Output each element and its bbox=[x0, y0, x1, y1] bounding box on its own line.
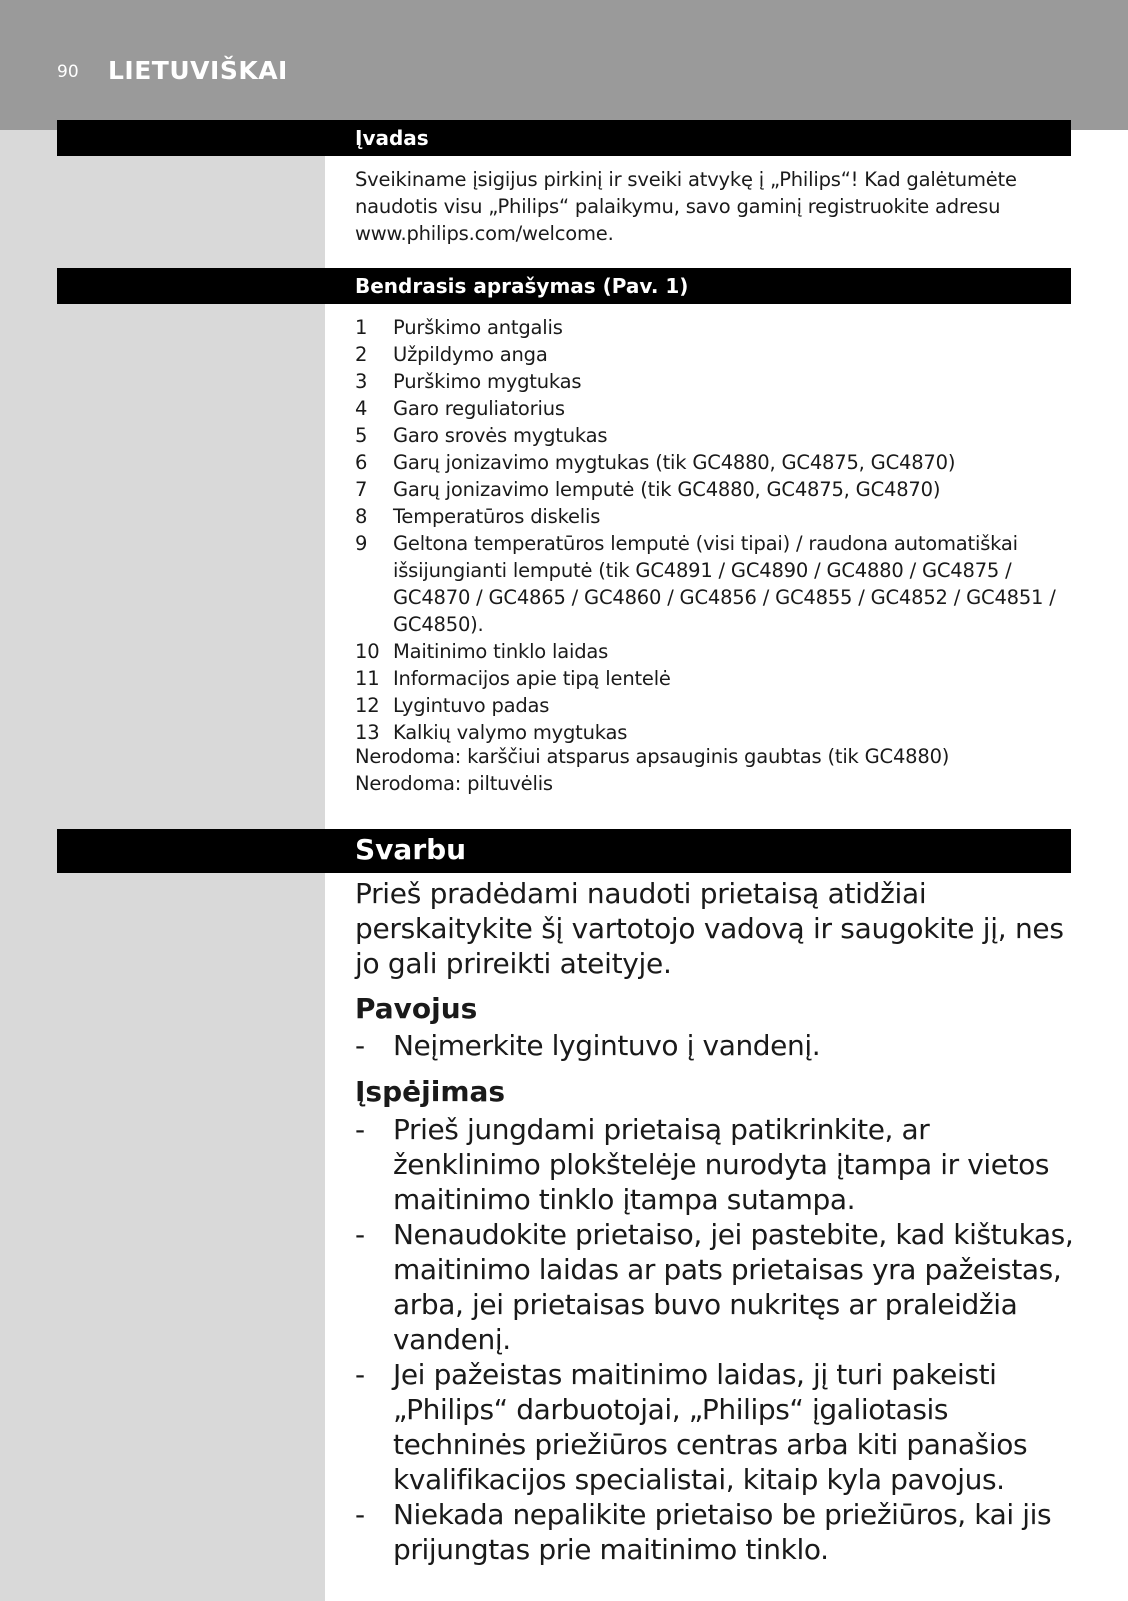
list-item-text: Kalkių valymo mygtukas bbox=[393, 721, 628, 744]
page-number: 90 bbox=[57, 62, 79, 82]
list-item-text: Garo srovės mygtukas bbox=[393, 424, 608, 447]
list-item-number: 6 bbox=[355, 451, 368, 474]
list-item-number: 2 bbox=[355, 343, 368, 366]
list-item: - Jei pažeistas maitinimo laidas, jį turi pakeisti „Philips“ darbuotojai, „Philips“ įgaliotasis techninės priežiūros centras arba kiti panašios kvalifikacijos specialistai, kitaip kyla pavojus. bbox=[355, 1358, 1028, 1496]
list-item bbox=[355, 638, 1065, 665]
list-item bbox=[355, 692, 1065, 719]
list-item-number: 12 bbox=[355, 694, 380, 717]
section-heading-important: Svarbu bbox=[355, 833, 467, 866]
list-item-number: 11 bbox=[355, 667, 380, 690]
list-item bbox=[355, 719, 1065, 746]
list-item-text: Geltona temperatūros lemputė (visi tipai) / raudona automatiškai išsijungianti lemputė (tik GC4891 / GC4890 / GC4880 / GC4875 / GC4870 / GC4865 / GC4860 / GC4856 / GC4855 / GC4852 / GC4851 / GC4850). bbox=[393, 532, 1056, 636]
list-item: - Neįmerkite lygintuvo į vandenį. bbox=[355, 1029, 821, 1062]
list-item-number: 3 bbox=[355, 370, 368, 393]
list-item bbox=[355, 341, 1065, 368]
list-item-text: Nenaudokite prietaiso, jei pastebite, kad kištukas, maitinimo laidas ar pats prietaisas yra pažeistas, arba, jei prietaisas buvo nukritęs ar praleidžia vandenį. bbox=[393, 1218, 1074, 1356]
list-item-text: Prieš jungdami prietaisą patikrinkite, ar ženklinimo plokštelėje nurodyta įtampa ir vietos maitinimo tinklo įtampa sutampa. bbox=[393, 1113, 1050, 1216]
list-item: - Nenaudokite prietaiso, jei pastebite, kad kištukas, maitinimo laidas ar pats prietaisas yra pažeistas, arba, jei prietaisas buvo nukritęs ar praleidžia vandenį. bbox=[355, 1218, 1074, 1356]
list-item-text: Purškimo antgalis bbox=[393, 316, 563, 339]
important-text: Prieš pradėdami naudoti prietaisą atidžiai perskaitykite šį vartotojo vadovą ir saugokite jį, nes jo gali prireikti ateityje. bbox=[355, 877, 1064, 980]
section-bar-general-description bbox=[57, 268, 1071, 304]
language-title: LIETUVIŠKAI bbox=[108, 56, 288, 85]
list-item: - Niekada nepalikite prietaiso be priežiūros, kai jis prijungtas prie maitinimo tinklo. bbox=[355, 1498, 1052, 1566]
list-item-text: Užpildymo anga bbox=[393, 343, 548, 366]
list-item bbox=[355, 476, 1065, 503]
list-item-number: 9 bbox=[355, 532, 368, 555]
list-item-number: 5 bbox=[355, 424, 368, 447]
list-item bbox=[355, 368, 1065, 395]
list-item: - Prieš jungdami prietaisą patikrinkite, ar ženklinimo plokštelėje nurodyta įtampa ir vietos maitinimo tinklo įtampa sutampa. bbox=[355, 1113, 1050, 1216]
list-item bbox=[355, 422, 1065, 449]
note-funnel: Nerodoma: piltuvėlis bbox=[355, 772, 553, 795]
list-item-text: Maitinimo tinklo laidas bbox=[393, 640, 609, 663]
danger-heading: Pavojus bbox=[355, 992, 478, 1025]
list-item-text: Informacijos apie tipą lentelė bbox=[393, 667, 671, 690]
section-heading-general-description: Bendrasis aprašymas (Pav. 1) bbox=[355, 274, 689, 298]
list-item bbox=[355, 395, 1065, 422]
intro-text: Sveikiname įsigijus pirkinį ir sveiki atvykę į „Philips“! Kad galėtumėte naudotis visu „Philips“ palaikymu, savo gaminį registruokite adresu www.philips.com/welcome. bbox=[355, 168, 1017, 245]
list-item bbox=[355, 665, 1065, 692]
list-item-number: 8 bbox=[355, 505, 368, 528]
list-item-text: Purškimo mygtukas bbox=[393, 370, 582, 393]
danger-list bbox=[355, 1028, 1075, 1063]
list-item-text: Jei pažeistas maitinimo laidas, jį turi pakeisti „Philips“ darbuotojai, „Philips“ įgaliotasis techninės priežiūros centras arba kiti panašios kvalifikacijos specialistai, kitaip kyla pavojus. bbox=[393, 1358, 1028, 1496]
list-item-number: 7 bbox=[355, 478, 368, 501]
list-item-text: Temperatūros diskelis bbox=[393, 505, 601, 528]
list-item-text: Neįmerkite lygintuvo į vandenį. bbox=[393, 1029, 821, 1062]
list-item-number: 13 bbox=[355, 721, 380, 744]
warning-heading: Įspėjimas bbox=[355, 1075, 506, 1108]
section-bar-important bbox=[57, 829, 1071, 873]
section-bar-intro bbox=[57, 120, 1071, 156]
list-item bbox=[355, 314, 1065, 341]
list-item bbox=[355, 449, 1065, 476]
parts-list bbox=[355, 314, 1065, 746]
list-item-number: 1 bbox=[355, 316, 368, 339]
list-item-text: Garo reguliatorius bbox=[393, 397, 565, 420]
list-item-text: Garų jonizavimo lemputė (tik GC4880, GC4875, GC4870) bbox=[393, 478, 941, 501]
list-item-number: 10 bbox=[355, 640, 380, 663]
list-item-number: 4 bbox=[355, 397, 368, 420]
section-heading-intro: Įvadas bbox=[355, 126, 429, 150]
list-item bbox=[355, 503, 1065, 530]
list-item-text: Garų jonizavimo mygtukas (tik GC4880, GC4875, GC4870) bbox=[393, 451, 956, 474]
note-protective-cap: Nerodoma: karščiui atsparus apsauginis gaubtas (tik GC4880) bbox=[355, 745, 950, 768]
warning-list bbox=[355, 1112, 1075, 1567]
list-item-text: Lygintuvo padas bbox=[393, 694, 550, 717]
list-item bbox=[355, 530, 1065, 638]
list-item-text: Niekada nepalikite prietaiso be priežiūros, kai jis prijungtas prie maitinimo tinklo. bbox=[393, 1498, 1052, 1566]
